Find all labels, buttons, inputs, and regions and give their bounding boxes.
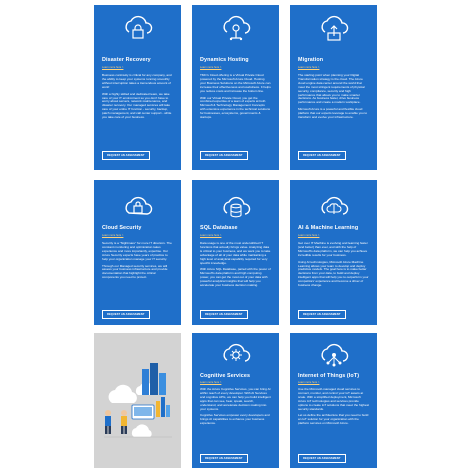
- request-assessment-button[interactable]: REQUEST AN ASSESSMENT: [200, 310, 248, 319]
- card-title: Cloud Security: [102, 225, 142, 231]
- card-paragraph: Microsoft Azure is a powerful and flexible cloud platform that our experts leverage to enable you to transform and evolve your infrastructure.: [298, 107, 368, 120]
- request-assessment-button[interactable]: REQUEST AN ASSESSMENT: [102, 151, 150, 160]
- card-paragraph: Let us define the architecture that you need to build an IoT solution for your organization with the platform services on Microsoft Azure.: [298, 413, 369, 426]
- card-paragraph: With Azure SQL Database, paired with the power of Microsoft's data platform and high computing power, you can get the most out of your data with powerful analytical insights that will help you accelerate your business decision making.: [200, 267, 271, 288]
- card-sql-database: [192, 180, 279, 325]
- card-title: Dynamics Hosting: [200, 57, 249, 63]
- cloud-cognitive-icon: [192, 337, 279, 373]
- cloud-iot-icon: [290, 337, 377, 373]
- card-paragraph: With our Virtual Private Cloud, you get the combined expertise of a team of experts at both Microsoft & Technology Management Concepts with extensive experience in the technical solutions for businesses, ecosystems, governments & startups.: [200, 95, 270, 120]
- card-paragraph: The starting point when planning your Digital Transformation strategy is the cloud. The Azure cloud engine data center around the world that meet the most stringent requirements of physical security, compliance, security and high performance that allows you to make smarter decisions. As business faster, drive business performance and create a modern workplace.: [298, 73, 365, 105]
- learn-more-link[interactable]: Learn more here >: [298, 234, 320, 237]
- card-paragraph: TMC's Cloud offering is a Virtual Private Cloud powered by the Microsoft Azure Cloud. Hosting your Business Solutions on the Microsoft Azure can increase their effectiveness and usefulness. It helps you reduce costs and increase the bottom line.: [200, 73, 271, 93]
- card-title: Cognitive Services: [200, 373, 251, 379]
- card-paragraph: Data usage is one of the most underutilized IT functions that actually brings value. Analyzing data is critical to your business, and we want you to take advantage of all of your data while maintaining a high level of analytical capability required for very specific knowledge.: [200, 241, 271, 265]
- card-body: [298, 242, 369, 291]
- learn-more-link[interactable]: Learn more here >: [200, 66, 222, 69]
- card-body: [298, 74, 369, 123]
- card-cloud-security: [94, 180, 181, 325]
- card-body: [200, 388, 271, 429]
- card-paragraph: Business continuity is critical for any company, and the ability to keep your systems running smoothly without interruption takes a tremendous amount of work!: [102, 73, 172, 89]
- learn-more-link[interactable]: Learn more here >: [102, 66, 124, 69]
- card-paragraph: Security is a "Nightmare" for more IT directors. The constant monitoring and optimization takes experience and more importantly, expertise. Our Azure Security experts have years of practice to help your organization manage your IT security.: [102, 241, 172, 261]
- card-ai-machine-learning: [290, 180, 377, 325]
- learn-more-link[interactable]: Learn more here >: [200, 234, 222, 237]
- card-title: SQL Database: [200, 225, 238, 231]
- request-assessment-button[interactable]: REQUEST AN ASSESSMENT: [200, 151, 248, 160]
- card-paragraph: Get over IT Machine is evolving and learning faster (and better) than ever, and with the help of Microsoft's data platform, we can help you achieve incredible results for your business.: [298, 241, 368, 257]
- card-cognitive-services: [192, 333, 279, 468]
- card-paragraph: With the Azure Cognitive Services, you can bring AI within reach of every developer. With AI Services and cognitive APIs, we can help you build intelligent apps that can see, hear, speak, search, understand, and accelerate decision making into your systems.: [200, 387, 271, 411]
- card-disaster-recovery: [94, 5, 181, 170]
- cloud-network-icon: [192, 11, 279, 47]
- learn-more-link[interactable]: Learn more here >: [200, 381, 222, 384]
- cloud-brain-icon: [290, 190, 377, 226]
- card-body: [102, 242, 173, 283]
- learn-more-link[interactable]: Learn more here >: [298, 381, 320, 384]
- card-paragraph: Using AI technologies, Microsoft Azure Machine Learning allows your team to develop and deploy predictive models. The goal here is to make better decisions from your data, to build and deploy intelligent apps that will help you to outperform your competitors' experience and become a driver of business change.: [298, 259, 369, 288]
- card-title: Disaster Recovery: [102, 57, 151, 63]
- card-internet-of-things: [290, 333, 377, 468]
- card-paragraph: Use the Microsoft-managed cloud services to connect, monitor, and control your IoT assets at scale. With a simplified deployment, Microsoft Azure IoT technologies and services provide options to create IoT solutions that meet the highest security standards.: [298, 387, 369, 411]
- request-assessment-button[interactable]: REQUEST AN ASSESSMENT: [200, 454, 248, 463]
- request-assessment-button[interactable]: REQUEST AN ASSESSMENT: [102, 310, 150, 319]
- cloud-padlock-icon: [94, 190, 181, 226]
- card-paragraph: With a highly skilled and dedicated team, we take care of your IT environment so you don't have to worry about servers, network maintenance, and disaster recovery. Our managed services will take care of your entire IT function - security, backup, patch management, and call center support - while you take care of your business.: [102, 91, 172, 120]
- cloud-upload-icon: [290, 11, 377, 47]
- card-title: Internet of Things (IoT): [298, 373, 360, 379]
- request-assessment-button[interactable]: REQUEST AN ASSESSMENT: [298, 310, 346, 319]
- learn-more-link[interactable]: Learn more here >: [298, 66, 320, 69]
- card-title: AI & Machine Learning: [298, 225, 359, 231]
- card-body: [298, 388, 369, 429]
- card-migration: [290, 5, 377, 170]
- card-body: [200, 242, 271, 291]
- card-title: Migration: [298, 57, 324, 63]
- card-paragraph: Cognitive Services empower every developers and brings AI capabilities to enhance your business experience.: [200, 413, 270, 426]
- card-body: [102, 74, 173, 123]
- card-dynamics-hosting: [192, 5, 279, 170]
- learn-more-link[interactable]: Learn more here >: [102, 234, 124, 237]
- card-paragraph: Through our Managed security services, we will assess your business infrastructure and provide documentation that highlight the critical components you need to protect.: [102, 263, 168, 280]
- cloud-lock-icon: [94, 11, 181, 47]
- request-assessment-button[interactable]: REQUEST AN ASSESSMENT: [298, 151, 346, 160]
- cloud-database-icon: [192, 190, 279, 226]
- card-body: [200, 74, 271, 123]
- card-illustration: [94, 333, 181, 468]
- request-assessment-button[interactable]: REQUEST AN ASSESSMENT: [298, 454, 346, 463]
- cloud-illustration: [94, 333, 181, 468]
